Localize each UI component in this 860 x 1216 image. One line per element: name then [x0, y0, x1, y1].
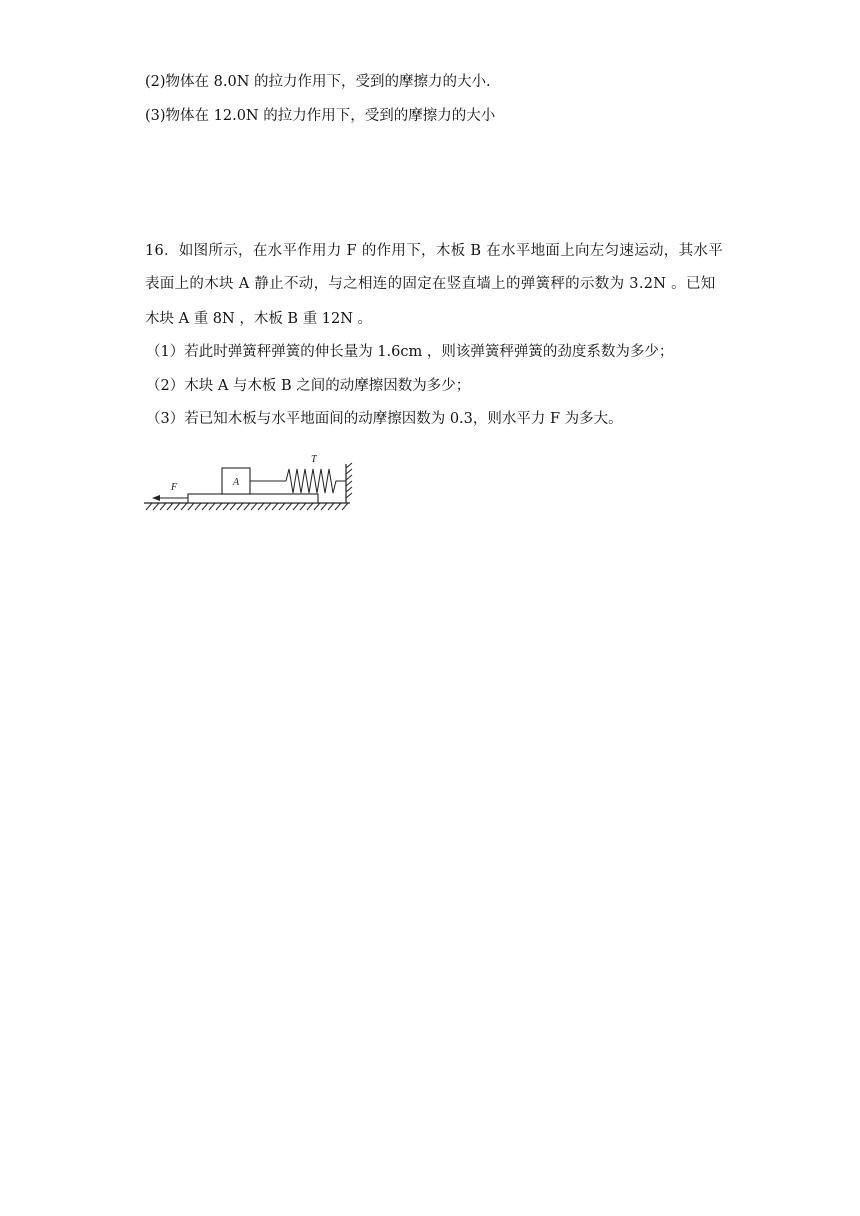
- force-f-arrowhead: [152, 495, 160, 501]
- q16-sub2: （2）木块 A 与木板 B 之间的动摩擦因数为多少；: [146, 378, 471, 394]
- prev-question-sub3: (3)物体在 12.0N 的拉力作用下，受到的摩擦力的大小: [145, 108, 496, 124]
- q16-line1: 16．如图所示，在水平作用力 F 的作用下，木板 B 在水平地面上向左匀速运动，其水平: [145, 243, 723, 259]
- ground-hatch: [146, 503, 348, 510]
- spring-board-figure: [140, 450, 360, 520]
- q16-line3: 木块 A 重 8N ，木板 B 重 12N 。: [145, 311, 373, 327]
- q16-sub3: （3）若已知木板与水平地面间的动摩擦因数为 0.3，则水平力 F 为多大。: [146, 411, 623, 427]
- block-a-label: A: [233, 477, 240, 488]
- prev-question-sub2: (2)物体在 8.0N 的拉力作用下，受到的摩擦力的大小.: [145, 74, 491, 90]
- q16-line2: 表面上的木块 A 静止不动，与之相连的固定在竖直墙上的弹簧秤的示数为 3.2N 。已知: [145, 276, 716, 292]
- q16-sub1: （1）若此时弹簧秤弹簧的伸长量为 1.6cm ，则该弹簧秤弹簧的劲度系数为多少；: [146, 344, 674, 360]
- board-b: [188, 494, 318, 503]
- force-label-f: F: [171, 482, 178, 493]
- wall-hatch: [346, 463, 352, 498]
- spring: [286, 469, 346, 493]
- tension-label-t: T: [311, 454, 317, 465]
